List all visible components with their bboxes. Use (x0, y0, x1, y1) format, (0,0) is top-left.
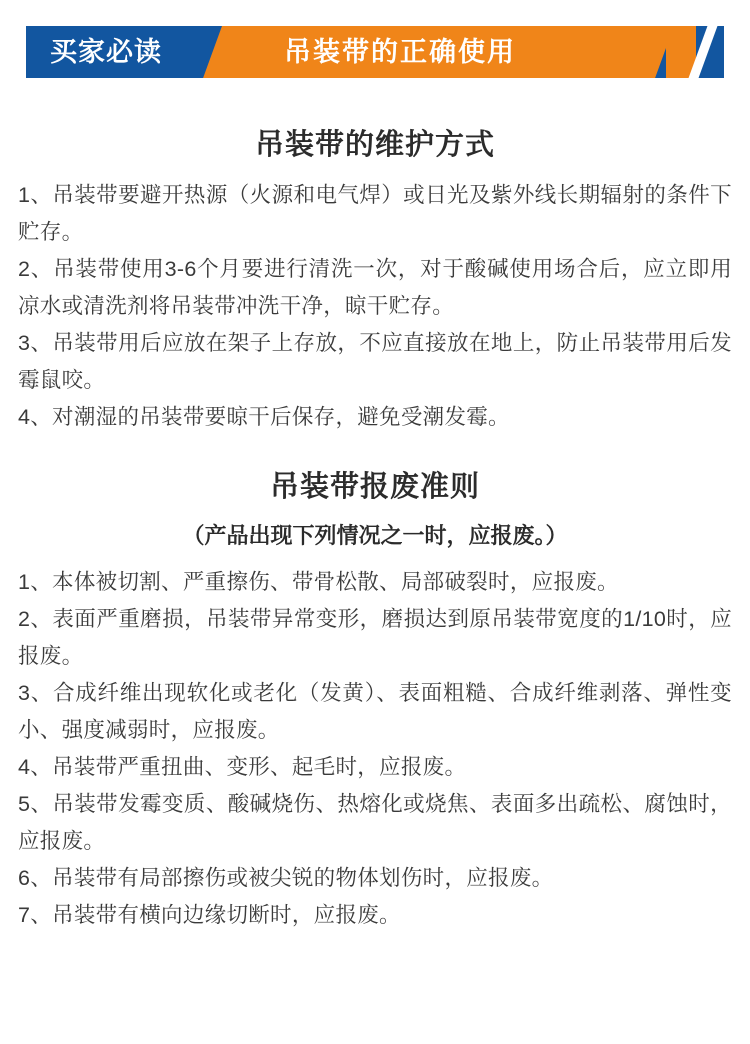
list-item: 4、对潮湿的吊装带要晾干后保存，避免受潮发霉。 (18, 405, 510, 429)
list-item: 4、吊装带严重扭曲、变形、起毛时，应报废。 (18, 755, 467, 779)
list-item: 2、表面严重磨损，吊装带异常变形，磨损达到原吊装带宽度的1/10时，应报废。 (18, 607, 732, 668)
section-spacer (18, 436, 732, 442)
list-item: 1、本体被切割、严重擦伤、带骨松散、局部破裂时，应报废。 (18, 570, 619, 594)
section-maintenance (18, 122, 732, 436)
list-item: 3、合成纤维出现软化或老化（发黄）、表面粗糙、合成纤维剥落、弹性变小、强度减弱时，应报废。 (18, 681, 732, 742)
maintenance-list (18, 177, 732, 436)
scrap-criteria-list (18, 564, 732, 934)
list-item: 1、吊装带要避开热源（火源和电气焊）或日光及紫外线长期辐射的条件下贮存。 (18, 183, 732, 244)
list-item: 2、吊装带使用3-6个月要进行清洗一次，对于酸碱使用场合后，应立即用凉水或清洗剂将吊装带冲洗干净，晾干贮存。 (18, 257, 732, 318)
banner-bar (26, 26, 724, 78)
section-scrap-criteria (18, 464, 732, 934)
section-title: 吊装带的维护方式 (254, 129, 495, 161)
section-title: 吊装带报废准则 (269, 471, 480, 503)
list-item: 5、吊装带发霉变质、酸碱烧伤、热熔化或烧焦、表面多出疏松、腐蚀时，应报废。 (18, 792, 732, 853)
section-subtitle: （产品出现下列情况之一时，应报废。） (182, 523, 568, 548)
banner-right-label: 吊装带的正确使用 (284, 37, 516, 67)
list-item: 6、吊装带有局部擦伤或被尖锐的物体划伤时，应报废。 (18, 866, 554, 890)
list-item: 3、吊装带用后应放在架子上存放，不应直接放在地上，防止吊装带用后发霉鼠咬。 (18, 331, 732, 392)
list-item: 7、吊装带有横向边缘切断时，应报废。 (18, 903, 401, 927)
banner-left-label: 买家必读 (50, 37, 162, 67)
page-header-banner (0, 0, 750, 100)
document-body (0, 122, 750, 934)
